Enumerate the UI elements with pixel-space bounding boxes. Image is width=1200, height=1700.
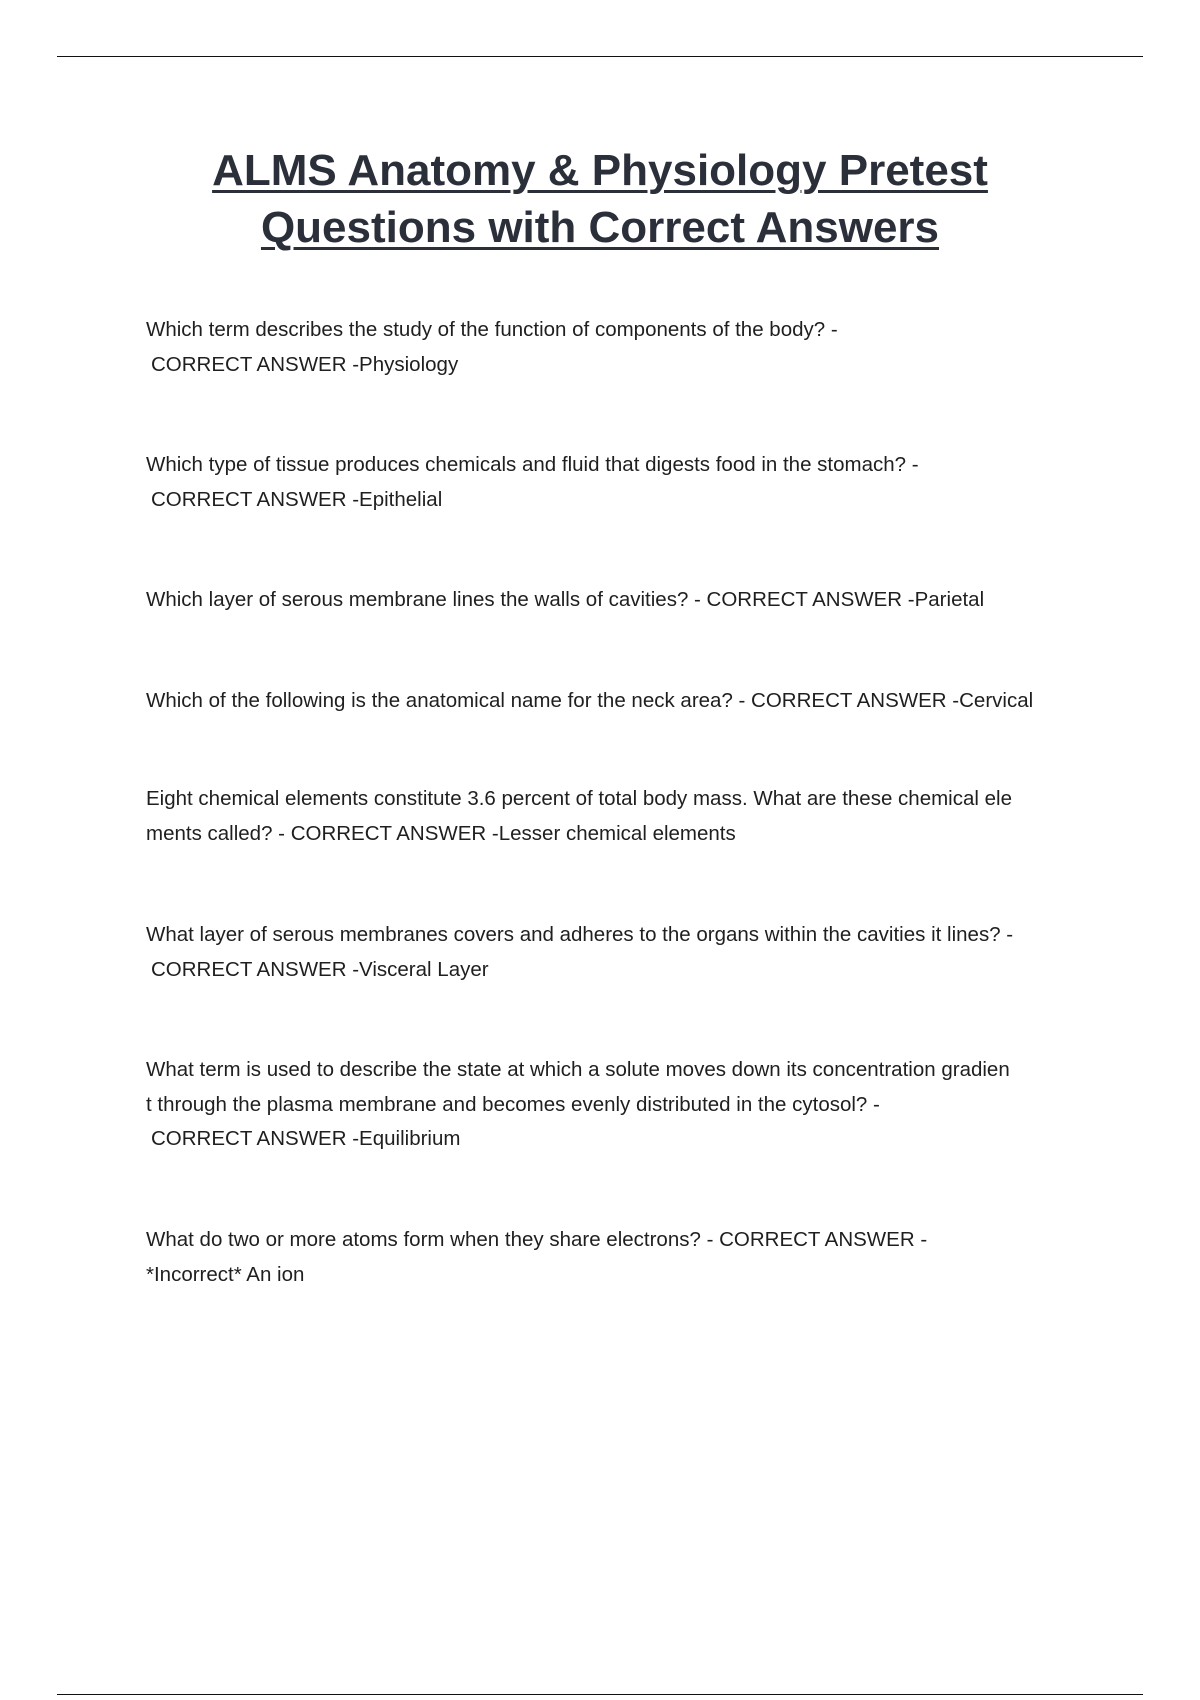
title-line-1: ALMS Anatomy & Physiology Pretest xyxy=(212,146,988,195)
question-answer-text: Which layer of serous membrane lines the walls of cavities? - CORRECT ANSWER -Parietal xyxy=(146,588,985,611)
qa-item xyxy=(146,782,1096,851)
answer-text: CORRECT ANSWER -Equilibrium xyxy=(151,1127,461,1150)
question-answer-text: Which of the following is the anatomical name for the neck area? - CORRECT ANSWER -Cervical xyxy=(146,689,1034,712)
qa-item xyxy=(146,1053,1096,1157)
question-text: Eight chemical elements constitute 3.6 percent of total body mass. What are these chemical ele xyxy=(146,787,1012,810)
qa-item xyxy=(146,684,1096,719)
question-text: t through the plasma membrane and becomes evenly distributed in the cytosol? - xyxy=(146,1092,880,1116)
footer-rule xyxy=(57,1694,1143,1695)
qa-item xyxy=(146,1223,1096,1292)
answer-text: CORRECT ANSWER -Visceral Layer xyxy=(151,957,489,981)
answer-text: CORRECT ANSWER -Physiology xyxy=(151,352,459,376)
question-text: What do two or more atoms form when they share electrons? - CORRECT ANSWER - xyxy=(146,1228,928,1251)
qa-item xyxy=(146,583,1096,618)
question-text: What layer of serous membranes covers and adheres to the organs within the cavities it lines? - xyxy=(146,923,1014,946)
question-text: What term is used to describe the state at which a solute moves down its concentration gradien xyxy=(146,1058,1010,1081)
answer-text: ments called? - CORRECT ANSWER -Lesser chemical elements xyxy=(146,821,736,845)
question-text: Which term describes the study of the function of components of the body? - xyxy=(146,318,838,341)
title-line-2: Questions with Correct Answers xyxy=(260,203,940,252)
qa-item xyxy=(146,918,1096,987)
qa-item xyxy=(146,313,1096,382)
answer-text: CORRECT ANSWER -Epithelial xyxy=(151,487,443,511)
question-text: Which type of tissue produces chemicals and fluid that digests food in the stomach? - xyxy=(146,453,919,476)
qa-item xyxy=(146,448,1096,517)
answer-text: *Incorrect* An ion xyxy=(146,1262,305,1286)
